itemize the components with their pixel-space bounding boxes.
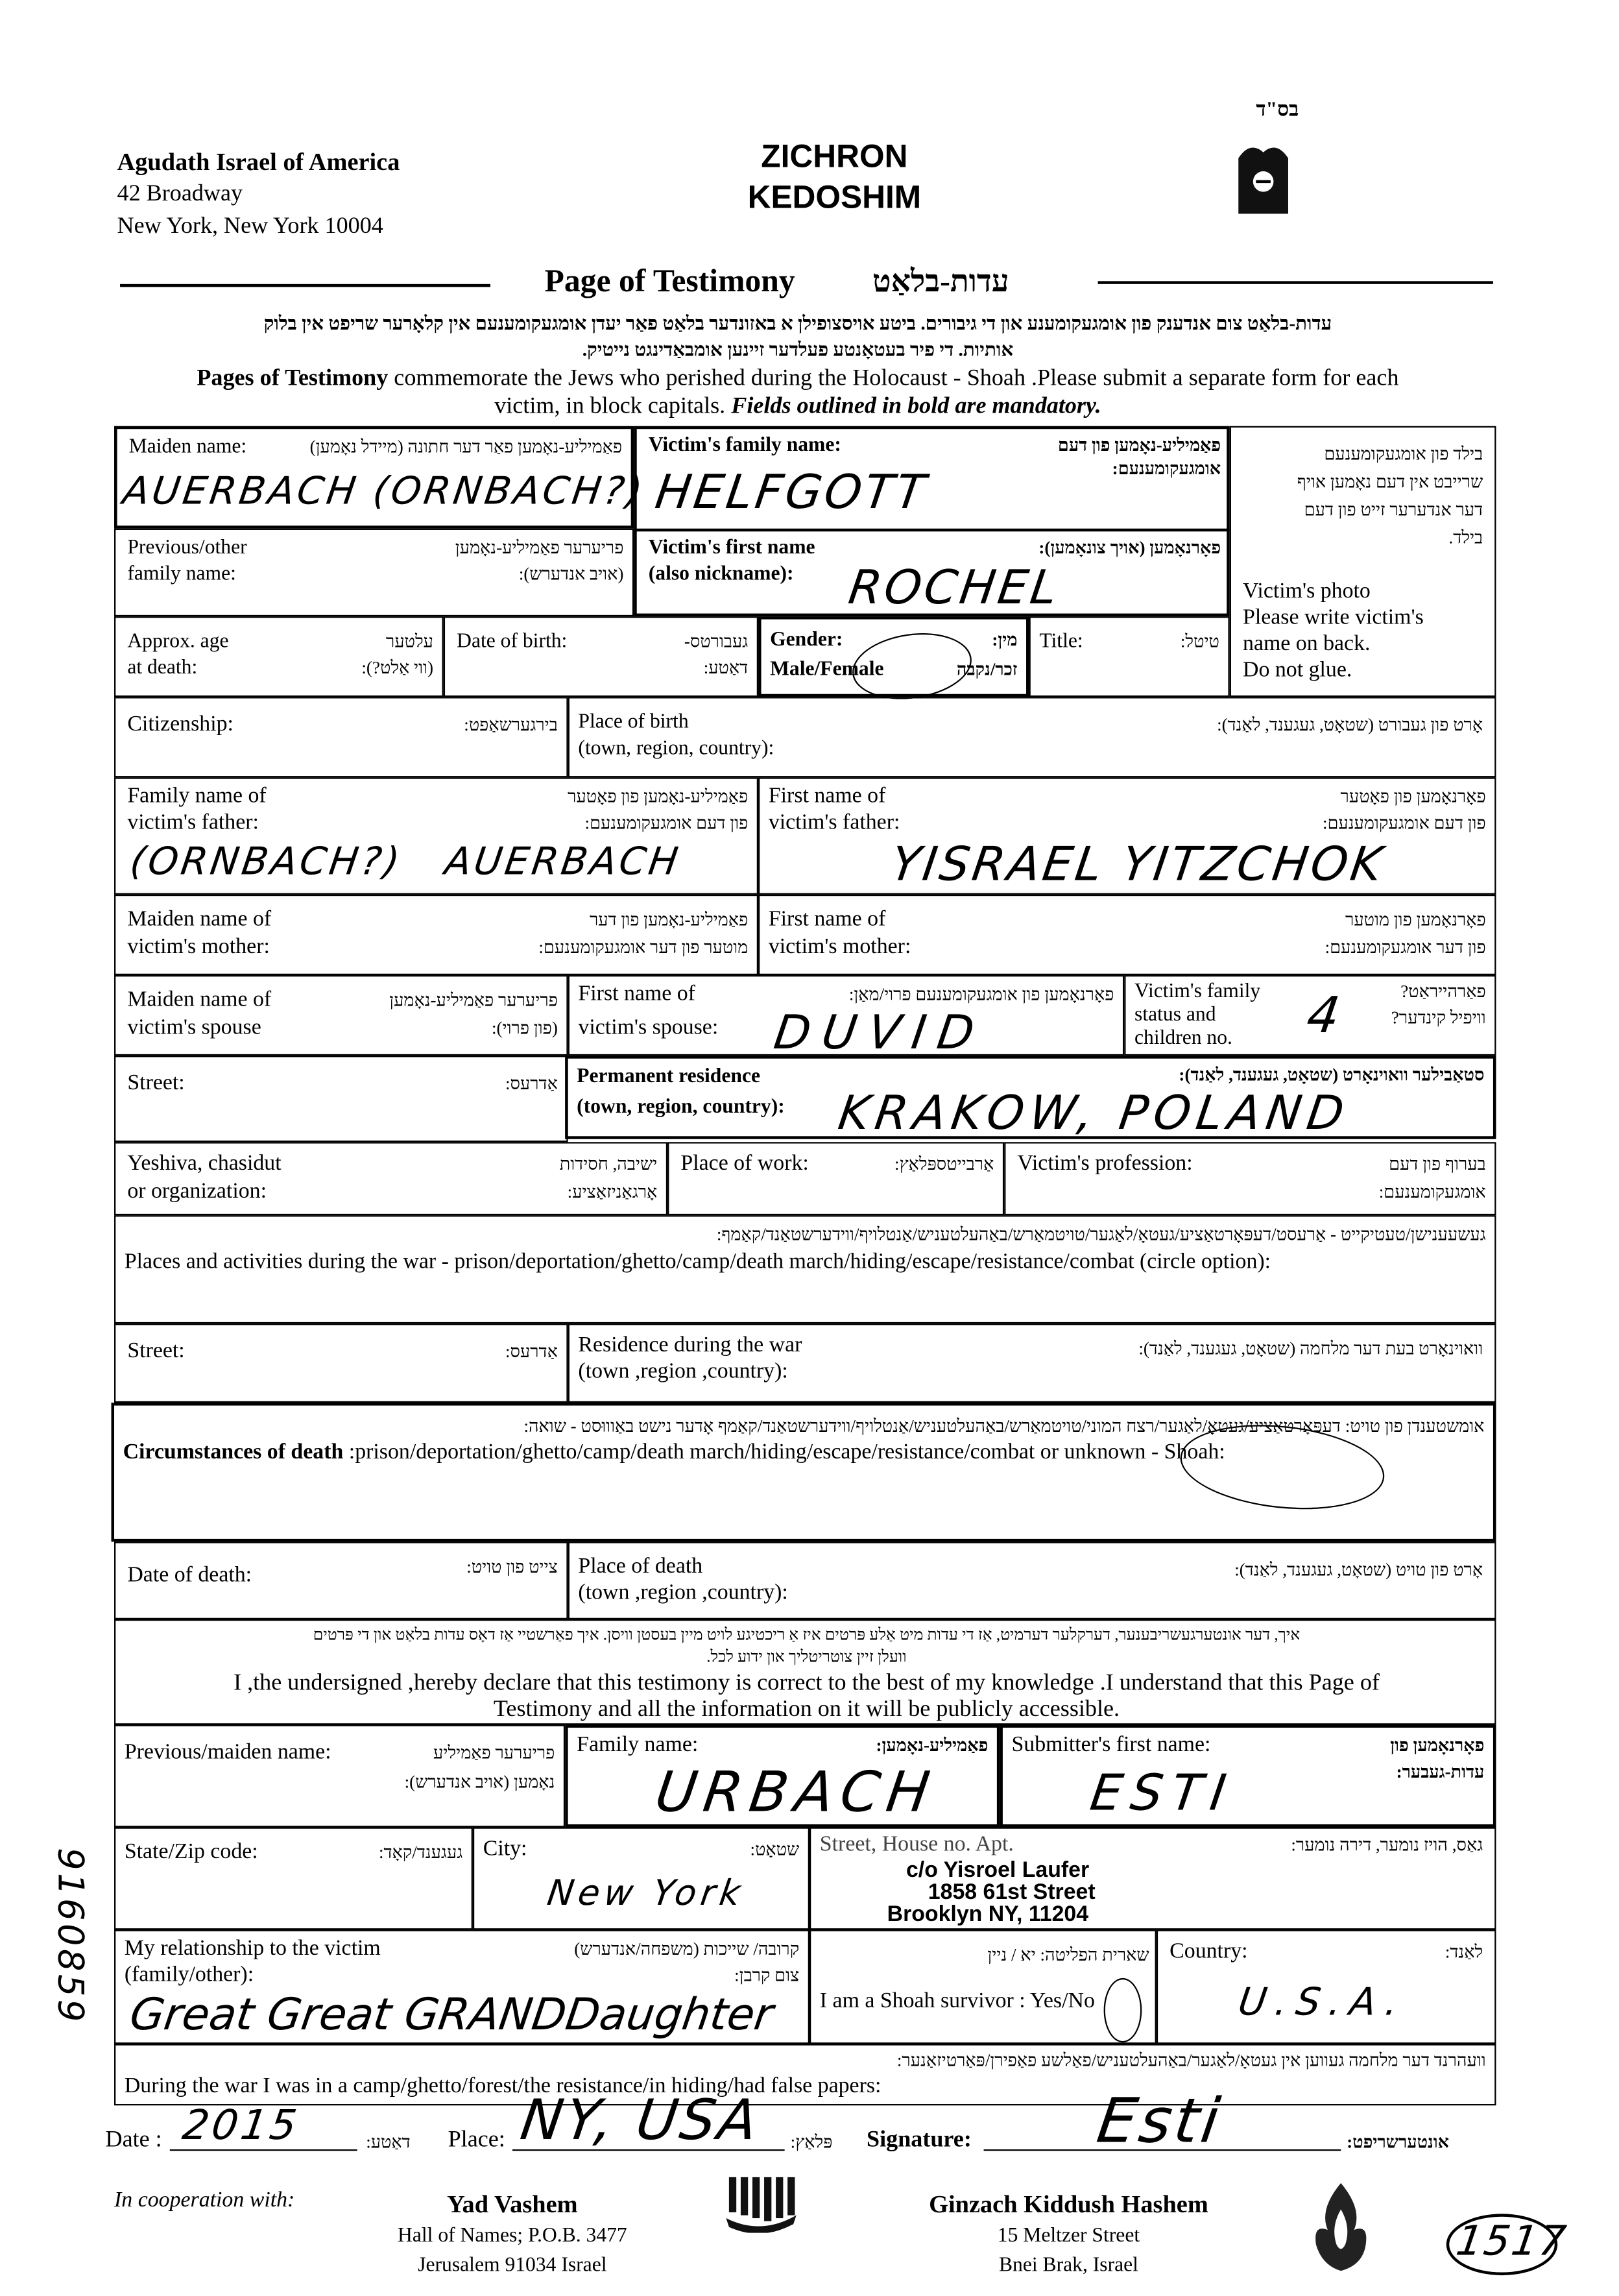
- state-label: State/Zip code:: [124, 1840, 258, 1864]
- photo-note-2: name on back.: [1243, 632, 1371, 657]
- dob-hebrew-1: געבורטס-: [684, 631, 749, 652]
- previous-name-hebrew-2: (אויב אנדערש):: [518, 563, 624, 585]
- spouse-maiden-hebrew-1: פריערער פאַמיליע-נאָמען: [389, 989, 558, 1011]
- father-family-label-1: Family name of: [127, 784, 267, 808]
- place-of-death-field[interactable]: [568, 1541, 1496, 1619]
- father-family-hebrew-1: פאַמיליע-נאָמען פון פאָטער: [568, 786, 749, 807]
- family-status-label-2: status and: [1134, 1004, 1216, 1027]
- menorah-logo-icon: [723, 2174, 799, 2232]
- spouse-maiden-name-field[interactable]: [114, 975, 568, 1056]
- ginzach-name: Ginzach Kiddush Hashem: [929, 2190, 1208, 2219]
- mother-maiden-name-field[interactable]: [114, 895, 758, 975]
- page-title: Page of Testimony: [544, 261, 795, 299]
- maiden-name-field[interactable]: [114, 426, 648, 529]
- submitter-street-field[interactable]: [810, 1827, 1496, 1929]
- yeshiva-field[interactable]: [114, 1142, 667, 1215]
- submitter-street-hebrew: גאַס, הויז נומער, דירה נומער:: [1291, 1834, 1483, 1855]
- relationship-field[interactable]: [114, 1929, 810, 2044]
- war-street-hebrew: אַדרעס:: [505, 1341, 558, 1362]
- dob-label: Date of birth:: [457, 631, 568, 653]
- declaration-box: [114, 1619, 1496, 1724]
- declaration-english-1: I ,the undersigned ,hereby declare that this testimony is correct to the best of my knowledge .I understand that this Page of: [234, 1671, 1380, 1696]
- citizenship-hebrew: בירגערשאַפט:: [464, 714, 558, 735]
- photo-hebrew-4: בילד.: [1448, 527, 1483, 548]
- title-hebrew: טיטל:: [1180, 631, 1219, 652]
- cooperation-label: In cooperation with:: [114, 2188, 295, 2213]
- work-hebrew: אַרבייטספּלאַץ:: [894, 1154, 994, 1174]
- photo-hebrew-2: שרייבט אין דעם נאָמען אויף: [1297, 471, 1483, 492]
- country-hebrew: לאַנד:: [1445, 1941, 1483, 1963]
- title-zichron: ZICHRON: [761, 138, 908, 175]
- city-label: City:: [483, 1837, 527, 1861]
- death-date-label: Date of death:: [127, 1564, 252, 1588]
- father-family-label-2: victim's father:: [127, 811, 259, 835]
- city-hebrew: שטאָט:: [750, 1839, 800, 1860]
- photo-hebrew-1: בילד פון אומגעקומענעם: [1324, 443, 1483, 465]
- yeshiva-label-2: or organization:: [127, 1179, 267, 1204]
- logo-tablets-icon: [1232, 138, 1294, 217]
- during-war-hebrew: וועהרנד דער מלחמה געווען אין געטאָ/לאַגער/באַהעלטעניש/פאַלשע פאַפירן/פּאַרטיזאַנער:: [896, 2049, 1486, 2071]
- victim-family-name-label: Victim's family name:: [648, 435, 841, 457]
- profession-hebrew-2: אומגעקומענעם:: [1378, 1181, 1486, 1202]
- intro-hebrew-1: עדות-בלאַט צום אנדענק פון אומגעקומענע און די גיבורים. ביטע אויסצופילן א באזונדער בלאַט פאַר יעדן אומגעקומענעם אין קלאָרער שריפט אין בלוק: [263, 311, 1332, 334]
- death-date-hebrew: צייט פון טויט:: [466, 1556, 558, 1577]
- mandatory-note: Fields outlined in bold are mandatory.: [731, 394, 1101, 419]
- signature-label: Signature:: [867, 2127, 972, 2153]
- circumstances-options: :prison/deportation/ghetto/camp/death march/hiding/escape/resistance/combat or unknown - Shoah:: [343, 1440, 1225, 1464]
- permanent-residence-field[interactable]: [565, 1056, 1496, 1139]
- profession-hebrew-1: בערוף פון דעם: [1389, 1154, 1486, 1174]
- spouse-first-value: DUVID: [771, 1004, 990, 1060]
- place-value: NY, USA: [516, 2088, 765, 2153]
- victim-nickname-label: (also nickname):: [648, 563, 794, 586]
- wartime-street-field[interactable]: [114, 1323, 568, 1403]
- place-of-birth-field[interactable]: [568, 697, 1496, 777]
- victim-family-name-hebrew: פאַמיליע-נאָמען פון דעם אומגעקומענעם:: [1057, 435, 1221, 479]
- citizenship-field[interactable]: [114, 697, 568, 777]
- maiden-name-label: Maiden name:: [128, 436, 247, 459]
- profession-label: Victim's profession:: [1017, 1152, 1193, 1176]
- photo-hebrew-3: דער אנדערער זייט פון דעם: [1304, 499, 1483, 520]
- war-residence-hebrew: וואוינאָרט בעת דער מלחמה (שטאָט, געגענד, לאַנד):: [1138, 1338, 1483, 1359]
- family-status-hebrew-1: פאַרהייראַט?: [1400, 981, 1486, 1002]
- wartime-places-field[interactable]: [114, 1215, 1496, 1323]
- father-first-hebrew-1: פאָרנאָמען פון פאָטער: [1340, 786, 1486, 807]
- father-family-hebrew-2: פון דעם אומגעקומענעם:: [584, 812, 749, 834]
- female-circle-mark: [848, 626, 976, 707]
- yeshiva-hebrew-2: אָרגאַניזאַציע:: [567, 1181, 658, 1202]
- spouse-maiden-label-1: Maiden name of: [127, 988, 272, 1012]
- title-rule-left: [120, 284, 490, 287]
- intro-english-2: [102, 393, 1493, 420]
- death-place-hebrew: אָרט פון טויט (שטאָט, געגענד, לאַנד):: [1234, 1559, 1483, 1580]
- relationship-label-1: My relationship to the victim: [124, 1937, 381, 1961]
- address-stamp-line3: Brooklyn NY, 11204: [887, 1902, 1089, 1927]
- state-hebrew: געגענד/קאָד:: [378, 1842, 463, 1863]
- signature-hebrew: אונטערשריפט:: [1347, 2131, 1450, 2153]
- photo-note-1: Please write victim's: [1243, 606, 1424, 630]
- children-count-value: 4: [1303, 987, 1347, 1046]
- father-family-value-1: (ORNBACH?): [127, 840, 405, 885]
- declaration-hebrew-2: וועלן זיין צוטריטליך און ידוע לכל.: [706, 1649, 907, 1667]
- family-status-label-1: Victim's family: [1134, 981, 1261, 1003]
- spouse-maiden-hebrew-2: (פון פרוי):: [491, 1017, 558, 1039]
- mother-first-label-1: First name of: [768, 908, 886, 932]
- submitter-first-label: Submitter's first name:: [1011, 1734, 1211, 1758]
- circumstances-label-bold: Circumstances of death: [123, 1440, 344, 1464]
- age-hebrew-1: עלטער: [386, 631, 434, 652]
- city-value: New York: [544, 1872, 748, 1914]
- yad-vashem-name: Yad Vashem: [447, 2190, 578, 2219]
- intro-bold: Pages of Testimony: [197, 366, 389, 391]
- ginzach-address-2: Bnei Brak, Israel: [998, 2254, 1138, 2277]
- date-line: [170, 2149, 357, 2151]
- submitter-country-field[interactable]: [1157, 1929, 1496, 2044]
- relationship-hebrew-2: צום קרבן:: [734, 1964, 800, 1986]
- war-residence-label-1: Residence during the war: [578, 1333, 802, 1358]
- father-first-hebrew-2: פון דעם אומגעקומענעם:: [1322, 812, 1486, 834]
- victim-first-name-hebrew: פאָרנאָמען (אויך צונאָמען):: [1038, 537, 1221, 558]
- org-address-line1: 42 Broadway: [117, 181, 243, 207]
- age-label-2: at death:: [127, 657, 198, 680]
- place-label: Place:: [448, 2127, 505, 2153]
- submitter-prev-hebrew-1: פריערער פאַמיליע: [433, 1742, 555, 1763]
- wartime-residence-field[interactable]: [568, 1323, 1496, 1403]
- street-field[interactable]: [114, 1056, 568, 1142]
- submitter-city-field[interactable]: [473, 1827, 810, 1929]
- title-label: Title:: [1039, 631, 1083, 653]
- submitter-family-name-field[interactable]: [565, 1725, 1000, 1828]
- maiden-name-hebrew: פאַמיליע-נאָמען פאַר דער חתונה (מיידל נאָמען): [309, 436, 623, 457]
- place-hebrew: פּלאַץ:: [790, 2131, 833, 2153]
- spouse-first-name-field[interactable]: [568, 975, 1125, 1060]
- country-value: U.S.A.: [1235, 1981, 1409, 2025]
- profession-field[interactable]: [1004, 1142, 1496, 1215]
- gender-label: Gender:: [770, 629, 843, 652]
- org-address-line2: New York, New York 10004: [117, 213, 383, 239]
- submitter-first-name-field[interactable]: [1000, 1725, 1496, 1828]
- gender-hebrew: מין:: [992, 629, 1018, 651]
- father-first-label-2: victim's father:: [768, 811, 900, 835]
- shoah-survivor-field[interactable]: [810, 1929, 1157, 2044]
- country-label: Country:: [1169, 1940, 1248, 1964]
- submitter-first-hebrew-2: עדות-געבער:: [1396, 1761, 1485, 1782]
- address-stamp-line1: c/o Yisroel Laufer: [905, 1857, 1090, 1883]
- age-hebrew-2: (ווי אַלט?):: [361, 657, 434, 678]
- residence-value: KRAKOW, POLAND: [835, 1085, 1354, 1141]
- father-first-name-field[interactable]: [758, 777, 1496, 895]
- birth-place-label-1: Place of birth: [578, 711, 689, 734]
- submitter-first-hebrew-1: פאָרנאָמען פון: [1390, 1735, 1485, 1756]
- date-value: 2015: [179, 2101, 303, 2149]
- yeshiva-label-1: Yeshiva, chasidut: [127, 1152, 282, 1176]
- mother-first-label-2: victim's mother:: [768, 936, 911, 960]
- relationship-hebrew-1: קרובה/ שייכות (משפחה/אנדערש): [574, 1939, 800, 1959]
- relationship-value: Great Great GRANDDaughter: [126, 1989, 776, 2041]
- date-of-death-field[interactable]: [114, 1541, 568, 1619]
- page-number: 1517: [1453, 2216, 1570, 2266]
- bsd-mark: בס"ד: [1256, 99, 1299, 122]
- war-residence-label-2: (town ,region ,country):: [578, 1360, 788, 1384]
- intro-text: commemorate the Jews who perished during the Holocaust - Shoah .Please submit a separate form for each: [388, 366, 1399, 391]
- family-status-hebrew-2: וויפיל קינדער?: [1391, 1007, 1486, 1028]
- mother-maiden-hebrew-1: פאַמיליע-נאָמען פון דער: [589, 909, 749, 930]
- title-field[interactable]: [1029, 616, 1230, 697]
- father-family-name-field[interactable]: [114, 777, 758, 895]
- submitter-prev-hebrew-2: נאָמען (אויב אנדערש):: [404, 1771, 555, 1793]
- submitter-state-zip-field[interactable]: [114, 1827, 473, 1929]
- ginzach-flame-logo-icon: [1307, 2180, 1374, 2273]
- intro-text-2: victim, in block capitals.: [494, 394, 732, 419]
- no-circle-mark: [1104, 1978, 1142, 2042]
- side-archive-number: 9160859: [49, 1848, 91, 2025]
- place-of-work-field[interactable]: [667, 1142, 1004, 1215]
- relationship-label-2: (family/other):: [124, 1963, 254, 1987]
- submitter-prev-label: Previous/maiden name:: [124, 1741, 331, 1765]
- age-label-1: Approx. age: [127, 631, 229, 653]
- spouse-first-label-1: First name of: [578, 982, 695, 1006]
- street-label: Street:: [127, 1071, 185, 1096]
- circumstances-of-death-field[interactable]: [112, 1403, 1496, 1541]
- previous-family-name-field[interactable]: [114, 529, 634, 616]
- submitter-family-value: URBACH: [651, 1759, 941, 1824]
- ginzach-address-1: 15 Meltzer Street: [997, 2225, 1140, 2248]
- birth-place-label-2: (town, region, country):: [578, 738, 774, 760]
- photo-note-3: Do not glue.: [1243, 659, 1352, 683]
- street-hebrew: אַדרעס:: [505, 1073, 558, 1094]
- submitter-street-label: Street, House no. Apt.: [819, 1833, 1014, 1857]
- previous-name-label-1: Previous/other: [127, 537, 247, 560]
- during-war-label: During the war I was in a camp/ghetto/forest/the resistance/in hiding/had false papers:: [124, 2074, 881, 2098]
- submitter-family-label: Family name:: [577, 1734, 699, 1758]
- death-place-label-1: Place of death: [578, 1554, 703, 1578]
- address-stamp-line2: 1858 61st Street: [928, 1879, 1096, 1905]
- date-of-birth-field[interactable]: [444, 616, 758, 697]
- title-kedoshim: KEDOSHIM: [747, 178, 922, 215]
- residence-label-1: Permanent residence: [577, 1065, 761, 1088]
- victim-first-name-label: Victim's first name: [648, 537, 815, 560]
- yad-vashem-address-2: Jerusalem 91034 Israel: [418, 2254, 607, 2277]
- mother-maiden-label-2: victim's mother:: [127, 936, 270, 960]
- date-hebrew: דאַטע:: [366, 2131, 411, 2153]
- gender-options: Male/Female: [770, 659, 884, 681]
- mother-maiden-hebrew-2: מוטער פון דער אומגעקומענעם:: [538, 937, 749, 958]
- spouse-first-hebrew: פאָרנאָמען פון אומגעקומענעם פרוי/מאַן:: [848, 984, 1114, 1005]
- family-status-label-3: children no.: [1134, 1028, 1232, 1050]
- spouse-first-label-2: victim's spouse:: [578, 1016, 719, 1040]
- declaration-hebrew-1: איך, דער אונטערגעשריבענער, דערקלער דערמיט, אַז די עדות מיט אַלע פּרטים איז אַ ריכטיגע לויט מיין בעסטן וויסן. איך פאַרשטיי אַז דאָס עדות בלאַט און די פּרטים: [313, 1626, 1301, 1645]
- submitter-first-value: ESTI: [1086, 1764, 1238, 1823]
- gender-hebrew-options: זכר/נקבה: [956, 659, 1018, 680]
- father-family-value-2: AUERBACH: [442, 840, 684, 885]
- mother-first-hebrew-1: פאָרנאָמען פון מוטער: [1345, 909, 1486, 930]
- maiden-name-value: AUERBACH (ORNBACH?): [120, 470, 648, 514]
- residence-hebrew: סטאַבילער וואוינאָרט (שטאָט, געגענד, לאַנד):: [1179, 1064, 1485, 1085]
- yad-vashem-address-1: Hall of Names; P.O.B. 3477: [398, 2225, 627, 2248]
- victim-photo-box[interactable]: [1230, 426, 1496, 697]
- submitter-family-hebrew: פאַמיליע-נאָמען:: [876, 1735, 989, 1756]
- circumstances-hebrew: אומשטענדן פון טויט: דעפּאָרטאַציע/געטאָ/לאַגער/רצח המוני/טויטמאַרש/באַהעלטעניש/אַנטלויף/ווידערשטאַנד/קאַמף אָדער נישט באַוווּסט - שואה:: [523, 1416, 1485, 1436]
- mother-maiden-label-1: Maiden name of: [127, 908, 272, 932]
- declaration-english-2: Testimony and all the information on it will be publicly accessible.: [493, 1697, 1120, 1722]
- dob-hebrew-2: דאַטע:: [703, 657, 749, 678]
- submitter-previous-name-field[interactable]: [114, 1725, 565, 1828]
- page-title-hebrew: עדות-בלאַט: [872, 263, 1009, 299]
- war-places-label: Places and activities during the war - prison/deportation/ghetto/camp/death march/hiding/escape/resistance/combat (circle option):: [124, 1250, 1271, 1274]
- spouse-maiden-label-2: victim's spouse: [127, 1016, 261, 1040]
- mother-first-hebrew-2: פון דער אומגעקומענעם:: [1325, 937, 1486, 958]
- victim-family-name-value: HELFGOTT: [652, 464, 932, 520]
- photo-label: Victim's photo: [1243, 579, 1371, 603]
- previous-name-label-2: family name:: [127, 563, 236, 586]
- war-street-label: Street:: [127, 1339, 185, 1364]
- intro-english-1: [102, 365, 1493, 393]
- mother-first-name-field[interactable]: [758, 895, 1496, 975]
- family-status-field[interactable]: [1124, 975, 1496, 1056]
- death-place-label-2: (town ,region ,country):: [578, 1581, 788, 1605]
- date-label: Date :: [105, 2127, 162, 2153]
- survivor-hebrew: שארית הפליטה: יא / ניין: [987, 1944, 1149, 1965]
- survivor-label: I am a Shoah survivor : Yes/No: [819, 1989, 1095, 2014]
- work-label: Place of work:: [680, 1152, 809, 1176]
- citizenship-label: Citizenship:: [127, 713, 234, 737]
- father-first-value: YISRAEL YITZCHOK: [887, 836, 1389, 892]
- victim-first-name-value: ROCHEL: [845, 559, 1064, 615]
- signature-value: Esti: [1093, 2085, 1227, 2157]
- age-at-death-field[interactable]: [114, 616, 444, 697]
- birth-place-hebrew: אָרט פון געבורט (שטאָט, געגענד, לאַנד):: [1217, 714, 1483, 735]
- residence-label-2: (town, region, country):: [577, 1096, 785, 1119]
- title-rule-right: [1098, 281, 1493, 284]
- intro-hebrew-2: אותיות. די פיר בעטאָנטע פעלדער זיינען אומבאַדינגט נייטיק.: [582, 338, 1014, 361]
- war-places-hebrew: געשעענישן/טעטיקייט - אַרעסט/דעפּאָרטאַציע/געטאָ/לאַגער/טויטמאַרש/באַהעלטעניש/אַנטלויף/ווידערשטאַנד/קאַמף:: [716, 1224, 1486, 1245]
- circumstances-label: [123, 1441, 1225, 1466]
- org-name: Agudath Israel of America: [117, 147, 400, 176]
- father-first-label-1: First name of: [768, 784, 886, 808]
- yeshiva-hebrew-1: ישיבה, חסידות: [559, 1154, 658, 1174]
- previous-name-hebrew-1: פריערער פאַמיליע-נאָמען: [455, 537, 624, 558]
- during-war-field[interactable]: [114, 2044, 1496, 2105]
- gender-field[interactable]: [758, 616, 1029, 697]
